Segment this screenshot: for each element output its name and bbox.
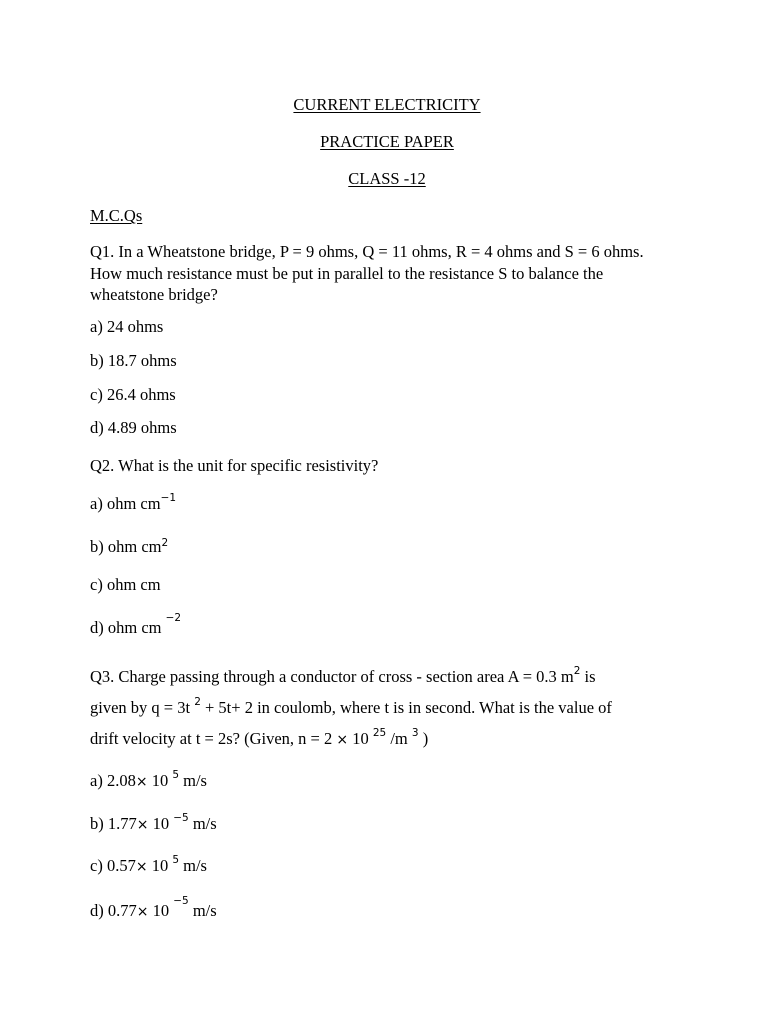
q1-option-c: c) 26.4 ohms <box>90 385 176 404</box>
q2-option-a-text: a) ohm cm <box>90 494 161 513</box>
q3-option-b-base: 10 <box>148 814 174 833</box>
q3-option-d-base: 10 <box>148 901 174 920</box>
q3-option-a <box>90 770 207 793</box>
q2-option-d <box>90 612 182 638</box>
q2-option-b-text: b) ohm cm <box>90 537 162 556</box>
times-symbol: × <box>336 732 349 748</box>
q3-option-c-value: c) 0.57 <box>90 856 136 875</box>
times-symbol: × <box>136 817 149 833</box>
q3-option-a-unit: m/s <box>179 771 207 790</box>
q3-option-d <box>90 895 217 923</box>
q3-line-3-part-d: ) <box>418 729 429 748</box>
q3-line-3-part-b: 10 <box>348 729 373 748</box>
q2-option-d-exponent: −2 <box>165 612 182 624</box>
times-symbol: × <box>135 859 148 875</box>
q3-line-3-exponent-2: 3 <box>411 727 419 739</box>
q3-option-c-exponent: 5 <box>172 854 179 866</box>
q3-line-3-exponent-1: 25 <box>372 727 387 739</box>
q2-option-b-exponent: 2 <box>161 537 169 549</box>
q1-option-b: b) 18.7 ohms <box>90 351 177 370</box>
q3-option-d-exponent: −5 <box>173 895 189 907</box>
q3-option-c <box>90 855 207 878</box>
q2-option-a <box>90 493 176 514</box>
class-label: CLASS -12 <box>348 169 426 188</box>
section-heading: M.C.Qs <box>90 206 143 225</box>
q3-option-c-unit: m/s <box>179 856 207 875</box>
times-symbol: × <box>136 904 149 920</box>
page-subtitle: PRACTICE PAPER <box>320 132 454 151</box>
q3-option-d-value: d) 0.77 <box>90 901 137 920</box>
q3-option-b-exponent: −5 <box>173 812 189 824</box>
q3-option-b-unit: m/s <box>188 814 217 833</box>
q3-line-2-part-b: + 5t+ 2 in coulomb, where t is in second. What is the value of <box>200 698 612 717</box>
q2-option-a-exponent: −1 <box>160 492 177 504</box>
q3-line-3-part-a: drift velocity at t = 2s? (Given, n = 2 <box>90 729 337 748</box>
q3-option-b <box>90 813 217 836</box>
q3-option-b-value: b) 1.77 <box>90 814 137 833</box>
q2-option-b <box>90 536 168 557</box>
q3-option-a-exponent: 5 <box>172 769 179 781</box>
question-2-text: Q2. What is the unit for specific resistivity? <box>90 456 379 475</box>
question-3-line-1 <box>90 666 596 687</box>
q2-option-d-text: d) ohm cm <box>90 618 162 637</box>
q2-option-c: c) ohm cm <box>90 575 161 594</box>
q1-option-d: d) 4.89 ohms <box>90 418 177 437</box>
q3-option-c-base: 10 <box>147 856 173 875</box>
q3-line-1-part-a: Q3. Charge passing through a conductor of cross - section area A = 0.3 m <box>90 667 574 686</box>
q3-line-2-part-a: given by q = 3t <box>90 698 195 717</box>
q3-option-a-base: 10 <box>147 771 173 790</box>
question-3-line-3 <box>90 728 428 751</box>
q3-option-d-unit: m/s <box>188 901 217 920</box>
q3-line-1-exponent: 2 <box>573 665 581 677</box>
page-title: CURRENT ELECTRICITY <box>293 95 481 114</box>
q3-line-1-part-b: is <box>580 667 596 686</box>
question-1-text: Q1. In a Wheatstone bridge, P = 9 ohms, Q = 11 ohms, R = 4 ohms and S = 6 ohms. How much resistance must be put in parallel to the resistance S to balance the wheatstone bridge? <box>90 242 644 304</box>
q3-line-2-exponent: 2 <box>194 696 201 708</box>
times-symbol: × <box>135 774 148 790</box>
q1-option-a: a) 24 ohms <box>90 317 164 336</box>
question-3-line-2 <box>90 697 612 718</box>
q3-line-3-part-c: /m <box>386 729 412 748</box>
q3-option-a-value: a) 2.08 <box>90 771 136 790</box>
